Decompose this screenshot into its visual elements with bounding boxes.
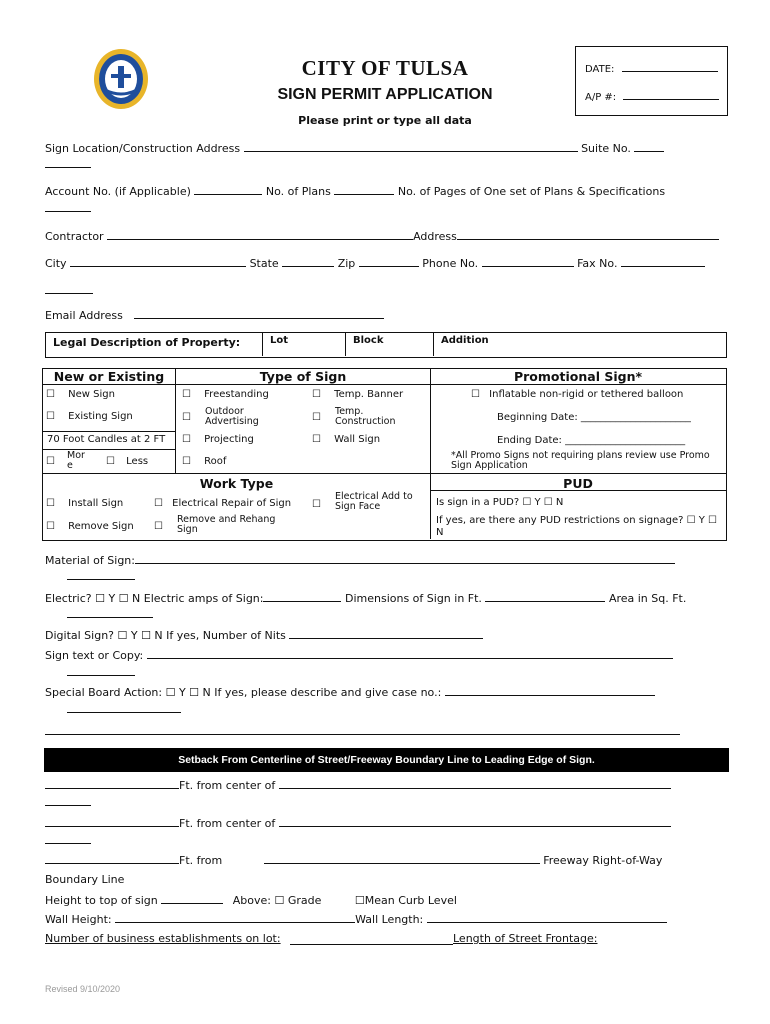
existing-sign-checkbox[interactable]: ☐	[46, 411, 55, 422]
sign-location-field[interactable]	[45, 141, 664, 155]
pud-restrictions-question[interactable]: If yes, are there any PUD restrictions on signage? ☐ Y ☐ N	[436, 515, 717, 538]
contractor-label: Contractor	[45, 230, 104, 243]
instruction-text: Please print or type all data	[298, 114, 472, 127]
account-label: Account No. (if Applicable)	[45, 185, 191, 198]
city-state-zip-field[interactable]	[45, 256, 705, 270]
wall-sign-label: Wall Sign	[334, 434, 381, 445]
more-checkbox[interactable]: ☐	[46, 456, 55, 467]
wall-length-label: Wall Length:	[355, 913, 424, 926]
install-sign-label: Install Sign	[68, 498, 124, 509]
temp-banner-checkbox[interactable]: ☐	[312, 389, 321, 400]
inflatable-checkbox[interactable]: ☐	[471, 389, 480, 400]
electrical-repair-label: Electrical Repair of Sign	[172, 498, 292, 509]
promotional-sign-title: Promotional Sign*	[513, 369, 642, 384]
freestanding-option[interactable]	[182, 389, 269, 400]
mean-curb-option[interactable]: ☐Mean Curb Level	[354, 894, 457, 907]
sign-location-label: Sign Location/Construction Address	[45, 142, 241, 155]
existing-sign-label: Existing Sign	[68, 411, 133, 422]
suite-label: Suite No.	[581, 142, 631, 155]
new-sign-label: New Sign	[68, 389, 115, 400]
digital-field[interactable]	[45, 628, 483, 642]
boundary-line-label: Boundary Line	[45, 873, 125, 886]
temp-construction-label: Temp. Construction	[335, 406, 396, 427]
work-type-title: Work Type	[199, 476, 274, 491]
roof-label: Roof	[204, 456, 227, 467]
business-count-field[interactable]	[45, 932, 281, 945]
roof-checkbox[interactable]: ☐	[182, 456, 191, 467]
roof-option[interactable]	[182, 456, 226, 467]
temp-banner-option[interactable]	[312, 389, 403, 400]
digital-label: Digital Sign? ☐ Y ☐ N If yes, Number of Nits	[45, 629, 286, 642]
remove-sign-label: Remove Sign	[68, 521, 134, 532]
less-checkbox[interactable]: ☐	[106, 456, 115, 467]
new-sign-option[interactable]	[46, 389, 115, 400]
electrical-add-label: Electrical Add to Sign Face	[335, 491, 413, 512]
install-sign-checkbox[interactable]: ☐	[46, 498, 55, 509]
email-label: Email Address	[45, 309, 123, 322]
wall-sign-option[interactable]	[312, 434, 380, 445]
above-grade-option[interactable]: Above: ☐ Grade	[232, 894, 322, 907]
street-frontage-label: Length of Street Frontage:	[453, 932, 598, 945]
revised-date: Revised 9/10/2020	[45, 984, 121, 994]
city-label: City	[45, 257, 67, 270]
less-label: Less	[126, 456, 149, 467]
freestanding-label: Freestanding	[204, 389, 269, 400]
setback-row-1[interactable]	[45, 778, 671, 792]
material-field[interactable]	[45, 553, 675, 567]
electric-label: Electric? ☐ Y ☐ N Electric amps of Sign:	[45, 592, 264, 605]
state-label: State	[249, 257, 279, 270]
freeway-row-label: Freeway Right-of-Way	[543, 854, 663, 867]
sign-text-label: Sign text or Copy:	[45, 649, 144, 662]
install-sign-option[interactable]	[46, 498, 123, 509]
setback-row-3-label: Ft. from	[179, 854, 223, 867]
height-field[interactable]	[45, 893, 457, 907]
address-label: Address	[413, 230, 457, 243]
phone-label: Phone No.	[422, 257, 479, 270]
legal-description-label: Legal Description of Property:	[53, 336, 241, 349]
setback-row-2-label: Ft. from center of	[179, 817, 276, 830]
projecting-option[interactable]	[182, 434, 254, 445]
inflatable-option[interactable]	[471, 389, 683, 400]
remove-sign-checkbox[interactable]: ☐	[46, 521, 55, 532]
inflatable-label: Inflatable non-rigid or tethered balloon	[489, 389, 684, 400]
wall-sign-checkbox[interactable]: ☐	[312, 434, 321, 445]
outdoor-checkbox[interactable]: ☐	[182, 412, 191, 423]
account-field[interactable]	[45, 184, 665, 198]
freestanding-checkbox[interactable]: ☐	[182, 389, 191, 400]
business-count-label: Number of business establishments on lot:	[45, 932, 281, 945]
lot-label: Lot	[270, 335, 289, 346]
email-field[interactable]	[45, 308, 384, 322]
electrical-repair-checkbox[interactable]: ☐	[154, 498, 163, 509]
projecting-label: Projecting	[204, 434, 254, 445]
ap-field[interactable]	[585, 89, 719, 103]
dimensions-label: Dimensions of Sign in Ft.	[344, 592, 482, 605]
wall-height-label: Wall Height:	[45, 913, 112, 926]
setback-banner: Setback From Centerline of Street/Freeway Boundary Line to Leading Edge of Sign.	[44, 748, 729, 772]
contractor-field[interactable]	[45, 229, 719, 243]
setback-row-1-label: Ft. from center of	[179, 779, 276, 792]
sign-text-field[interactable]	[45, 648, 673, 662]
wall-dimensions-field[interactable]	[45, 912, 667, 926]
date-field[interactable]	[585, 61, 718, 75]
city-title: CITY OF TULSA	[301, 56, 469, 80]
electrical-add-checkbox[interactable]: ☐	[312, 499, 321, 510]
area-label: Area in Sq. Ft.	[608, 592, 687, 605]
num-plans-label: No. of Plans	[265, 185, 331, 198]
promo-note: *All Promo Signs not requiring plans review use Promo Sign Application	[451, 450, 710, 471]
date-label: DATE:	[585, 64, 615, 75]
block-label: Block	[353, 335, 384, 346]
street-frontage-field[interactable]	[453, 932, 597, 945]
special-board-label: Special Board Action: ☐ Y ☐ N If yes, please describe and give case no.:	[45, 686, 442, 699]
material-label: Material of Sign:	[45, 554, 135, 567]
beginning-date-field[interactable]: Beginning Date: ______________________	[497, 412, 691, 423]
foot-candles-label: 70 Foot Candles at 2 FT	[47, 434, 166, 445]
type-of-sign-title: Type of Sign	[259, 369, 347, 384]
remove-rehang-label: Remove and Rehang Sign	[177, 514, 276, 535]
form-title: SIGN PERMIT APPLICATION	[277, 86, 493, 103]
outdoor-label: Outdoor Advertising	[205, 406, 259, 427]
pud-title: PUD	[563, 476, 593, 491]
ending-date-field[interactable]: Ending Date: ________________________	[497, 435, 686, 446]
setback-row-3[interactable]	[45, 853, 662, 867]
electrical-repair-option[interactable]	[154, 498, 291, 509]
remove-rehang-checkbox[interactable]: ☐	[154, 521, 163, 532]
date-ap-box	[575, 46, 728, 116]
height-label: Height to top of sign	[45, 894, 158, 907]
new-sign-checkbox[interactable]: ☐	[46, 389, 55, 400]
zip-label: Zip	[337, 257, 356, 270]
special-board-field[interactable]	[45, 685, 655, 699]
ap-label: A/P #:	[585, 92, 617, 103]
new-existing-title: New or Existing	[53, 369, 165, 384]
more-label: Mor e	[67, 450, 85, 471]
addition-label: Addition	[441, 335, 489, 346]
existing-sign-option[interactable]	[46, 411, 133, 422]
is-pud-question[interactable]: Is sign in a PUD? ☐ Y ☐ N	[436, 497, 564, 508]
projecting-checkbox[interactable]: ☐	[182, 434, 191, 445]
setback-row-2[interactable]	[45, 816, 671, 830]
less-option[interactable]	[106, 456, 148, 467]
num-pages-label: No. of Pages of One set of Plans & Specifications	[397, 185, 666, 198]
fax-label: Fax No.	[577, 257, 618, 270]
remove-sign-option[interactable]	[46, 521, 134, 532]
temp-banner-label: Temp. Banner	[334, 389, 404, 400]
temp-construction-checkbox[interactable]: ☐	[312, 412, 321, 423]
electric-field[interactable]	[45, 591, 686, 605]
